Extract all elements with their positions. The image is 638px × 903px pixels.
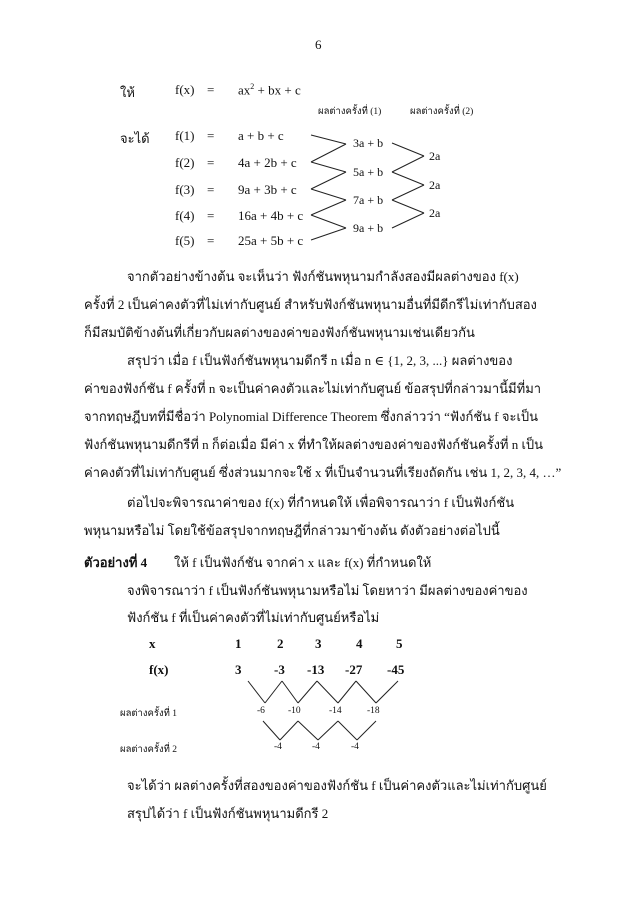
first-diff: 3a + b bbox=[353, 136, 384, 150]
f-row-lhs: f(5) bbox=[175, 233, 195, 248]
x-value: 3 bbox=[315, 636, 322, 651]
connector-line bbox=[338, 681, 356, 703]
f-row-rhs: 16a + 4b + c bbox=[238, 208, 304, 223]
diff-header-first: ผลต่างครั้งที่ (1) bbox=[318, 107, 382, 117]
example-question-line: ฟังก์ชัน f ที่เป็นค่าคงตัวที่ไม่เท่ากับศูนย์หรือไม่ bbox=[127, 610, 380, 625]
page-number: 6 bbox=[315, 37, 322, 52]
diff1-value: -6 bbox=[257, 706, 265, 716]
connector-line bbox=[311, 200, 346, 215]
f-row-eq: = bbox=[207, 208, 215, 223]
f-row-rhs: 4a + 2b + c bbox=[238, 155, 297, 170]
diff1-label: ผลต่างครั้งที่ 1 bbox=[120, 709, 178, 719]
second-diff: 2a bbox=[429, 178, 441, 192]
conclusion-line: จะได้ว่า ผลต่างครั้งที่สองของค่าของฟังก์ชัน f เป็นค่าคงตัวและไม่เท่ากับศูนย์ bbox=[127, 778, 547, 793]
paragraph-line: ครั้งที่ 2 เป็นค่าคงตัวที่ไม่เท่ากับศูนย์ สำหรับฟังก์ชันพหุนามอื่นที่มีดีกรีไม่เท่ากับสอง bbox=[84, 297, 537, 312]
f-row-eq: = bbox=[207, 182, 215, 197]
paragraph-line: ค่าของฟังก์ชัน f ครั้งที่ n จะเป็นค่าคงตัวและไม่เท่ากับศูนย์ ข้อสรุปที่กล่าวมานี้มีที่มา bbox=[84, 381, 542, 396]
f-row-lhs: f(3) bbox=[175, 182, 195, 197]
x-value: 2 bbox=[277, 636, 284, 651]
connector-line bbox=[317, 681, 338, 703]
fx-label: f(x) bbox=[149, 662, 169, 677]
x-value: 1 bbox=[235, 636, 242, 651]
paragraph-line: จากตัวอย่างข้างต้น จะเห็นว่า ฟังก์ชันพหุนามกำลังสองมีผลต่างของ f(x) bbox=[127, 269, 519, 284]
fx-value: -45 bbox=[387, 662, 405, 677]
connector-line bbox=[392, 200, 424, 213]
f-row-lhs: f(1) bbox=[175, 128, 195, 143]
first-diff: 9a + b bbox=[353, 221, 384, 235]
fx-value: 3 bbox=[235, 662, 242, 677]
connector-line bbox=[298, 681, 317, 703]
connector-line bbox=[311, 144, 346, 162]
fx-value: -27 bbox=[345, 662, 363, 677]
connector-line bbox=[248, 681, 265, 703]
given-eq: = bbox=[207, 82, 215, 97]
f-row-lhs: f(4) bbox=[175, 208, 195, 223]
diff2-value: -4 bbox=[274, 742, 282, 752]
connector-line bbox=[318, 721, 338, 740]
example-question-line: จงพิจารณาว่า f เป็นฟังก์ชันพหุนามหรือไม่ โดยหาว่า มีผลต่างของค่าของ bbox=[127, 583, 528, 598]
given-rhs-base: ax bbox=[238, 82, 251, 98]
paragraph-line: สรุปว่า เมื่อ f เป็นฟังก์ชันพหุนามดีกรี n เมื่อ n ∈ {1, 2, 3, ...} ผลต่างของ bbox=[127, 353, 513, 368]
connector-line bbox=[282, 681, 298, 703]
connector-line bbox=[392, 213, 424, 228]
obtain-label: จะได้ bbox=[120, 131, 150, 146]
connector-line bbox=[263, 721, 280, 740]
paragraph-line: ต่อไปจะพิจารณาค่าของ f(x) ที่กำหนดให้ เพื่อพิจารณาว่า f เป็นฟังก์ชัน bbox=[127, 495, 515, 510]
connector-line bbox=[311, 162, 346, 172]
connector-line bbox=[392, 156, 424, 172]
example-label: ตัวอย่างที่ 4 bbox=[84, 555, 148, 570]
f-row-eq: = bbox=[207, 155, 215, 170]
diff1-value: -14 bbox=[329, 706, 342, 716]
connector-line bbox=[280, 721, 298, 740]
x-value: 4 bbox=[356, 636, 363, 651]
f-row-eq: = bbox=[207, 128, 215, 143]
connector-line bbox=[392, 143, 424, 156]
paragraph-line: ก็มีสมบัติข้างต้นที่เกี่ยวกับผลต่างของค่าของฟังก์ชันพหุนามเช่นเดียวกัน bbox=[84, 325, 475, 340]
given-rhs-rest: + bx + c bbox=[254, 82, 301, 98]
diff2-value: -4 bbox=[351, 742, 359, 752]
example-intro: ให้ f เป็นฟังก์ชัน จากค่า x และ f(x) ที่กำหนดให้ bbox=[174, 555, 432, 570]
paragraph-line: พหุนามหรือไม่ โดยใช้ข้อสรุปจากทฤษฎีที่กล่าวมาข้างต้น ดังตัวอย่างต่อไปนี้ bbox=[84, 523, 500, 538]
connector-line bbox=[311, 172, 346, 189]
connector-line bbox=[311, 228, 346, 240]
second-diff: 2a bbox=[429, 149, 441, 163]
paragraph-line: ค่าคงตัวที่ไม่เท่ากับศูนย์ ซึ่งส่วนมากจะใช้ x ที่เป็นจำนวนที่เรียงถัดกัน เช่น 1, 2, 3, 4, …” bbox=[84, 465, 562, 480]
connector-line bbox=[265, 681, 282, 703]
given-label: ให้ bbox=[120, 85, 135, 100]
connector-line bbox=[298, 721, 318, 740]
connector-line bbox=[357, 721, 376, 740]
connector-line bbox=[392, 185, 424, 200]
paragraph-line: ฟังก์ชันพหุนามดีกรีที่ n ก็ต่อเมื่อ มีค่า x ที่ทำให้ผลต่างของค่าของฟังก์ชันครั้งที่ n เป็น bbox=[84, 437, 544, 452]
f-row-eq: = bbox=[207, 233, 215, 248]
first-diff: 5a + b bbox=[353, 165, 384, 179]
x-value: 5 bbox=[396, 636, 403, 651]
given-lhs: f(x) bbox=[175, 82, 195, 97]
conclusion-line: สรุปได้ว่า f เป็นฟังก์ชันพหุนามดีกรี 2 bbox=[127, 806, 329, 821]
diff-header-second: ผลต่างครั้งที่ (2) bbox=[410, 107, 474, 117]
diff2-value: -4 bbox=[312, 742, 320, 752]
connector-line bbox=[356, 681, 376, 703]
f-row-lhs: f(2) bbox=[175, 155, 195, 170]
connector-line bbox=[338, 721, 357, 740]
given-rhs-sup: 2 bbox=[250, 82, 255, 91]
f-row-rhs: 9a + 3b + c bbox=[238, 182, 297, 197]
x-label: x bbox=[149, 636, 156, 651]
diff2-label: ผลต่างครั้งที่ 2 bbox=[120, 745, 178, 755]
first-diff: 7a + b bbox=[353, 193, 384, 207]
f-row-rhs: a + b + c bbox=[238, 128, 284, 143]
fx-value: -3 bbox=[274, 662, 285, 677]
connector-line bbox=[311, 189, 346, 200]
connector-line bbox=[311, 215, 346, 228]
connector-line bbox=[376, 681, 398, 703]
diff1-value: -10 bbox=[288, 706, 301, 716]
connector-line bbox=[311, 135, 346, 144]
second-diff: 2a bbox=[429, 206, 441, 220]
paragraph-line: จากทฤษฎีบทที่มีชื่อว่า Polynomial Difference Theorem ซึ่งกล่าวว่า “ฟังก์ชัน f จะเป็น bbox=[84, 409, 539, 424]
f-row-rhs: 25a + 5b + c bbox=[238, 233, 304, 248]
fx-value: -13 bbox=[307, 662, 325, 677]
connector-line bbox=[392, 172, 424, 185]
diff1-value: -18 bbox=[367, 706, 380, 716]
